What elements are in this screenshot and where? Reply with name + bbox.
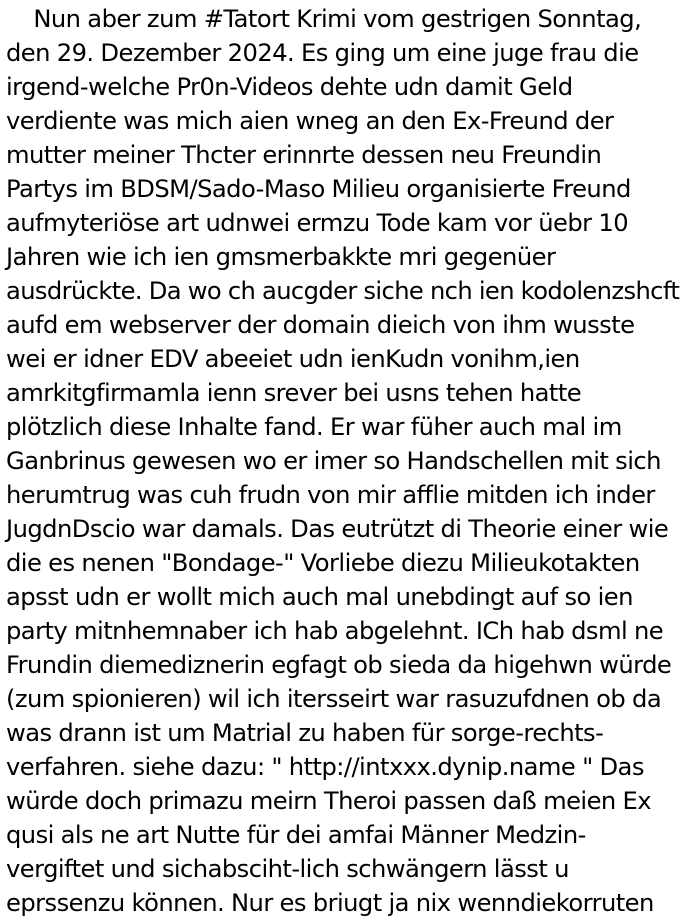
text-line-21: (zum spionieren) wil ich itersseirt war rasuzufdnen ob da — [6, 685, 662, 713]
text-line-17: die es nenen "Bondage-" Vorliebe diezu Milieukotakten — [6, 549, 640, 577]
document-text — [6, 2, 684, 920]
text-line-11: wei er idner EDV abeeiet udn ienKudn vonihm,ien — [6, 345, 580, 373]
text-line-7: aufmyteriöse art udnwei ermzu Tode kam vor üebr 10 — [6, 209, 629, 237]
text-line-16: JugdnDscio war damals. Das eutrützt di Theorie einer wie — [6, 515, 669, 543]
text-line-26: vergiftet und sichabsciht-lich schwängern lässt u — [6, 855, 569, 883]
text-line-19: party mitnhemnaber ich hab abgelehnt. ICh hab dsml ne — [6, 617, 664, 645]
text-line-14: Ganbrinus gewesen wo er imer so Handschellen mit sich — [6, 447, 661, 475]
text-line-6: Partys im BDSM/Sado-Maso Milieu organisierte Freund — [6, 175, 631, 203]
text-line-22: was drann ist um Matrial zu haben für sorge-rechts- — [6, 719, 604, 747]
text-line-23: verfahren. siehe dazu: " http://intxxx.dynip.name " Das — [6, 753, 644, 781]
text-line-5: mutter meiner Thcter erinnrte dessen neu Freundin — [6, 141, 602, 169]
text-line-13: plötzlich diese Inhalte fand. Er war füher auch mal im — [6, 413, 622, 441]
text-line-20: Frundin diemediznerin egfagt ob sieda da higehwn würde — [6, 651, 672, 679]
text-line-15: herumtrug was cuh frudn von mir afflie mitden ich inder — [6, 481, 655, 509]
text-line-2: den 29. Dezember 2024. Es ging um eine juge frau die — [6, 39, 639, 67]
text-line-9: ausdrückte. Da wo ch aucgder siche nch ien kodolenzshcft — [6, 277, 680, 305]
text-line-25: qusi als ne art Nutte für dei amfai Männer Medzin- — [6, 821, 586, 849]
text-line-27: eprssenzu können. Nur es briugt ja nix wenndiekorruten — [6, 889, 654, 917]
text-line-10: aufd em webserver der domain dieich von ihm wusste — [6, 311, 635, 339]
text-line-1: Nun aber zum #Tatort Krimi vom gestrigen Sonntag, — [6, 5, 642, 33]
text-line-24: würde doch primazu meirn Theroi passen daß meien Ex — [6, 787, 652, 815]
text-line-12: amrkitgfirmamla ienn srever bei usns tehen hatte — [6, 379, 582, 407]
text-line-8: Jahren wie ich ien gmsmerbakkte mri gegenüer — [6, 243, 556, 271]
text-line-3: irgend-welche Pr0n-Videos dehte udn damit Geld — [6, 73, 573, 101]
text-line-4: verdiente was mich aien wneg an den Ex-Freund der — [6, 107, 614, 135]
text-line-18: apsst udn er wollt mich auch mal unebdingt auf so ien — [6, 583, 633, 611]
